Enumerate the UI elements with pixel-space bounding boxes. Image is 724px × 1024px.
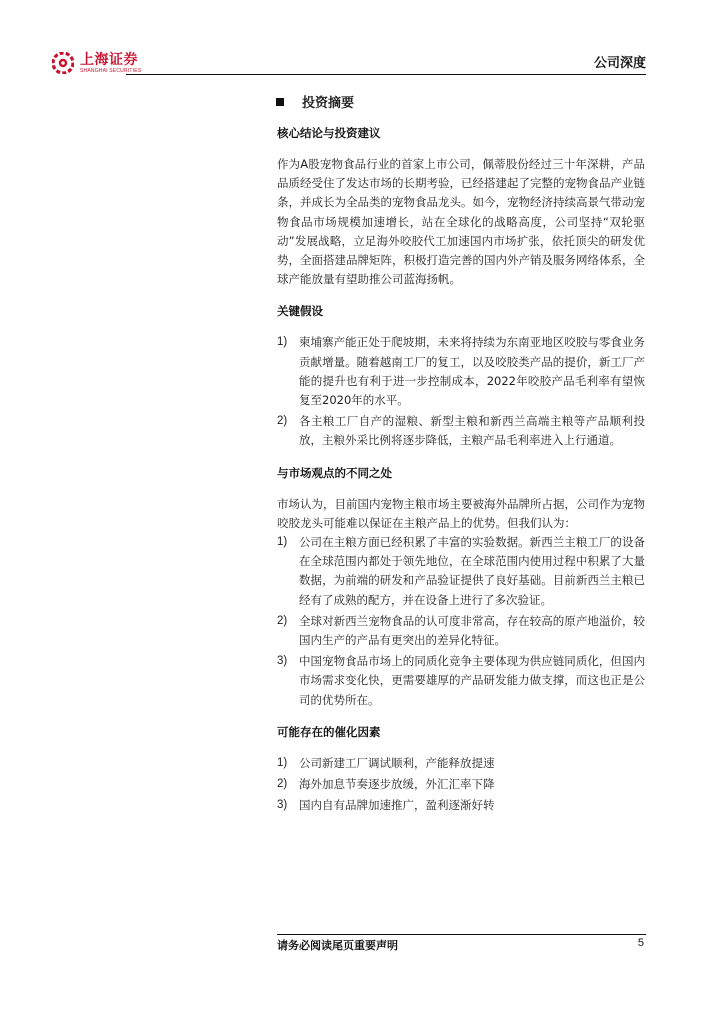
logo-english-name: SHANGHAI SECURITIES [80, 67, 142, 74]
logo-chinese-name: 上海证券 [80, 51, 138, 68]
key-assumptions-list [277, 333, 645, 450]
list-item [277, 796, 645, 815]
list-item-number: 2) [277, 778, 288, 791]
list-item-number: 3) [277, 655, 288, 668]
key-assumptions-section [277, 303, 645, 450]
header-divider [126, 74, 646, 75]
disclaimer-note: 请务必阅读尾页重要声明 [277, 939, 398, 952]
list-item [277, 533, 645, 610]
section-title-text: 投资摘要 [302, 96, 355, 111]
section-title [277, 92, 645, 111]
market-difference-intro: 市场认为，目前国内宠物主粮市场主要被海外品牌所占据，公司作为宠物咬胶龙头可能难以保证在主粮产品上的优势。但我们认为： [277, 496, 645, 530]
list-item-number: 1) [277, 536, 288, 549]
list-item-text: 公司新建工厂调试顺利，产能释放提速 [299, 755, 495, 770]
list-item [277, 412, 645, 450]
catalysts-heading: 可能存在的催化因素 [277, 724, 381, 739]
market-difference-section [277, 465, 645, 710]
core-conclusion-text: 作为A股宠物食品行业的首家上市公司，佩蒂股份经过三十年深耕，产品品质经受住了发达市场的长期考验，已经搭建起了完整的宠物食品产业链条，并成长为全品类的宠物食品龙头。如今，宠物经济持续高景气带动宠物食品市场规模加速增长，站在全球化的战略高度，公司坚持“双轮驱动”发展战略，立足海外咬胶代工加速国内市场扩张，依托顶尖的研发优势，全面搭建品牌矩阵，积极打造完善的国内外产销及服务网络体系，全球产能放量有望助推公司蓝海扬帆。 [277, 157, 645, 287]
list-item-text: 中国宠物食品市场上的同质化竞争主要体现为供应链同质化，但国内市场需求变化快，更需要雄厚的产品研发能力做支撑，而这也正是公司的优势所在。 [299, 654, 645, 707]
list-item [277, 333, 645, 410]
list-item [277, 612, 645, 650]
catalysts-list [277, 754, 645, 816]
list-item-number: 1) [277, 756, 288, 769]
logo-emblem-icon [52, 52, 74, 74]
list-item-number: 2) [277, 415, 288, 428]
main-content [277, 92, 645, 829]
footer-divider [277, 934, 646, 935]
list-item [277, 775, 645, 794]
list-item-number: 2) [277, 614, 288, 627]
list-item-number: 3) [277, 799, 288, 812]
market-difference-heading: 与市场观点的不同之处 [277, 465, 392, 480]
core-conclusion-section [277, 125, 645, 289]
list-item-text: 公司在主粮方面已经积累了丰富的实验数据。新西兰主粮工厂的设备在全球范围内都处于领先地位，在全球范围内使用过程中积累了大量数据，为前端的研发和产品验证提供了良好基础。目前新西兰主粮已经有了成熟的配方，并在设备上进行了多次验证。 [299, 535, 645, 607]
company-logo [52, 52, 141, 74]
list-item-text: 全球对新西兰宠物食品的认可度非常高，存在较高的原产地溢价，较国内生产的产品有更突出的差异化特征。 [299, 613, 645, 648]
core-conclusion-heading: 核心结论与投资建议 [277, 126, 381, 140]
square-bullet-icon [276, 98, 284, 106]
list-item-text: 国内自有品牌加速推广，盈利逐渐好转 [299, 798, 495, 813]
list-item-text: 各主粮工厂自产的湿粮、新型主粮和新西兰高端主粮等产品顺利投放，主粮外采比例将逐步降低，主粮产品毛利率进入上行通道。 [299, 414, 645, 448]
report-type-label: 公司深度 [593, 56, 646, 71]
market-difference-list [277, 533, 645, 710]
list-item-number: 1) [277, 336, 288, 349]
list-item-text: 柬埔寨产能正处于爬坡期，未来将持续为东南亚地区咬胶与零食业务贡献增量。随着越南工厂的复工，以及咬胶类产品的提价，新工厂产能的提升也有利于进一步控制成本，2022年咬胶产品毛利率有望恢复至2020年的水平。 [299, 335, 645, 408]
key-assumptions-heading: 关键假设 [277, 304, 323, 319]
list-item-text: 海外加息节奏逐步放缓，外汇汇率下降 [299, 777, 495, 792]
page-number: 5 [637, 937, 644, 949]
list-item [277, 754, 645, 773]
catalysts-section [277, 724, 645, 816]
list-item [277, 652, 645, 710]
